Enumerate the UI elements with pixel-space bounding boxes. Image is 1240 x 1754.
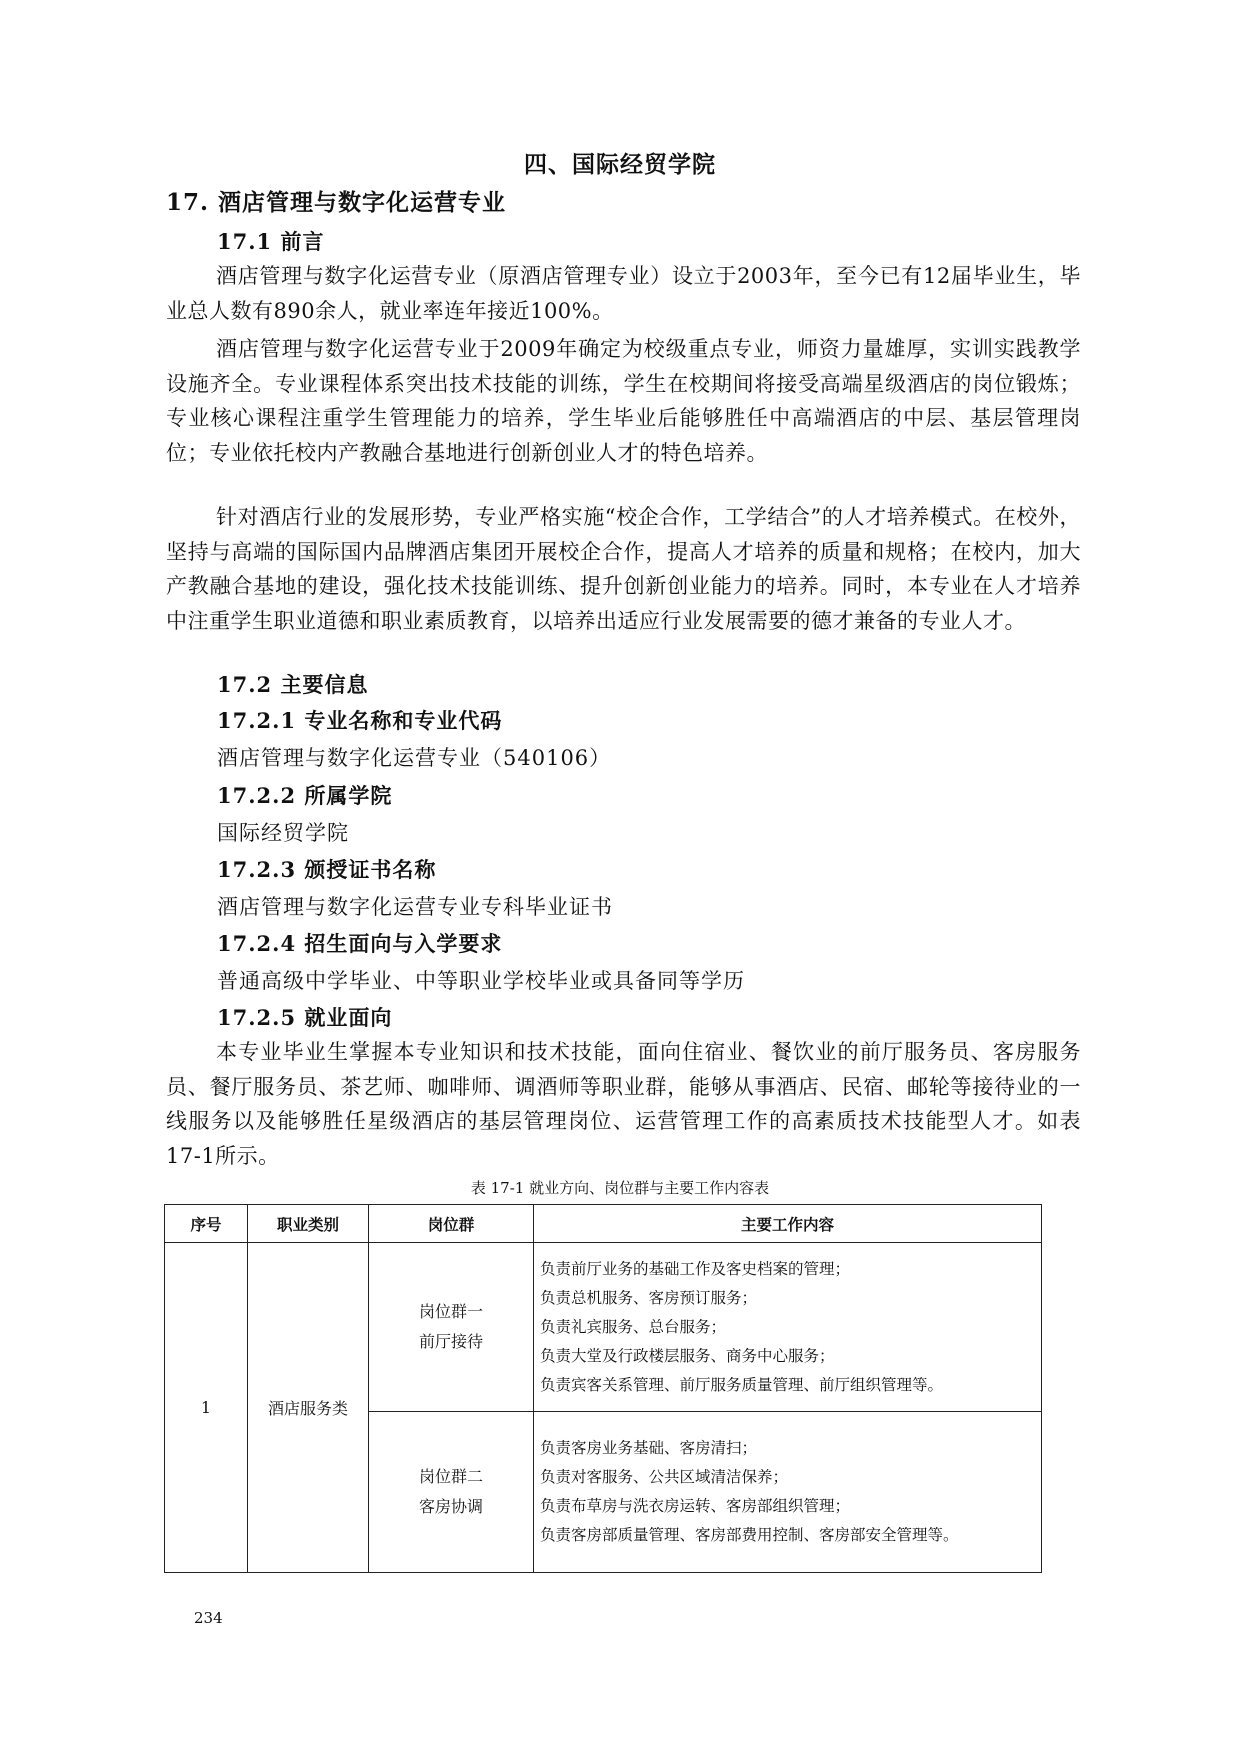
paragraph-intro-1: 酒店管理与数字化运营专业（原酒店管理专业）设立于2003年，至今已有12届毕业生，毕业总人数有890余人，就业率连年接近100%。 bbox=[166, 264, 1081, 323]
cell-duties bbox=[534, 1412, 1042, 1573]
duty-item: 负责总机服务、客房预订服务； bbox=[540, 1288, 758, 1307]
duty-item: 负责布草房与洗衣房运转、客房部组织管理； bbox=[540, 1497, 851, 1515]
duty-item: 负责客房业务基础、客房清扫； bbox=[540, 1439, 758, 1457]
table-row bbox=[165, 1243, 1042, 1412]
duty-item: 负责大堂及行政楼层服务、商务中心服务； bbox=[540, 1346, 835, 1365]
table-caption: 表 17-1 就业方向、岗位群与主要工作内容表 bbox=[470, 1179, 770, 1197]
cell-job-group bbox=[369, 1243, 534, 1412]
header-duties: 主要工作内容 bbox=[534, 1205, 1042, 1243]
section-heading-17-2: 17.2 主要信息 bbox=[217, 672, 369, 697]
job-group-name: 客房协调 bbox=[418, 1497, 483, 1516]
job-group-name: 前厅接待 bbox=[418, 1332, 483, 1351]
duty-item: 负责对客服务、公共区域清洁保养； bbox=[540, 1468, 789, 1486]
employment-table bbox=[164, 1204, 1042, 1573]
paragraph-employment: 本专业毕业生掌握本专业知识和技术技能，面向住宿业、餐饮业的前厅服务员、客房服务员、餐厅服务员、茶艺师、咖啡师、调酒师等职业群，能够从事酒店、民宿、邮轮等接待业的一线服务以及能够胜任星级酒店的基层管理岗位、运营管理工作的高素质技术技能型人才。如表17-1所示。 bbox=[166, 1040, 1081, 1168]
section-heading-17-2-5: 17.2.5 就业面向 bbox=[217, 1005, 393, 1030]
cell-job-group bbox=[369, 1412, 534, 1573]
cell-duties bbox=[534, 1243, 1042, 1412]
major-title: 17. 酒店管理与数字化运营专业 bbox=[166, 189, 507, 216]
certificate-name: 酒店管理与数字化运营专业专科毕业证书 bbox=[217, 895, 613, 919]
admission-requirements: 普通高级中学毕业、中等职业学校毕业或具备同等学历 bbox=[217, 969, 745, 993]
job-group-label: 岗位群一 bbox=[418, 1302, 483, 1321]
duty-item: 负责礼宾服务、总台服务； bbox=[540, 1317, 727, 1336]
table-header-row bbox=[165, 1205, 1042, 1243]
major-name-and-code: 酒店管理与数字化运营专业（540106） bbox=[217, 746, 612, 770]
paragraph-intro-2: 酒店管理与数字化运营专业于2009年确定为校级重点专业，师资力量雄厚，实训实践教学设施齐全。专业课程体系突出技术技能的训练，学生在校期间将接受高端星级酒店的岗位锻炼；专业核心课程注重学生管理能力的培养，学生毕业后能够胜任中高端酒店的中层、基层管理岗位；专业依托校内产教融合基地进行创新创业人才的特色培养。 bbox=[166, 337, 1081, 465]
section-heading-17-2-3: 17.2.3 颁授证书名称 bbox=[217, 857, 437, 882]
college-name: 国际经贸学院 bbox=[217, 821, 349, 845]
section-heading-17-2-1: 17.2.1 专业名称和专业代码 bbox=[217, 708, 503, 733]
section-heading-17-2-2: 17.2.2 所属学院 bbox=[217, 783, 393, 808]
duty-item: 负责宾客关系管理、前厅服务质量管理、前厅组织管理等。 bbox=[540, 1375, 944, 1394]
job-group-label: 岗位群二 bbox=[418, 1467, 483, 1486]
header-category: 职业类别 bbox=[248, 1205, 369, 1243]
college-title: 四、国际经贸学院 bbox=[524, 151, 716, 178]
header-job-group: 岗位群 bbox=[369, 1205, 534, 1243]
duty-item: 负责客房部质量管理、客房部费用控制、客房部安全管理等。 bbox=[540, 1526, 959, 1544]
section-heading-17-1: 17.1 前言 bbox=[217, 229, 325, 254]
section-heading-17-2-4: 17.2.4 招生面向与入学要求 bbox=[217, 931, 503, 956]
cell-category: 酒店服务类 bbox=[248, 1243, 369, 1573]
duty-item: 负责前厅业务的基础工作及客史档案的管理； bbox=[540, 1259, 851, 1278]
cell-seq: 1 bbox=[165, 1243, 248, 1573]
header-seq: 序号 bbox=[165, 1205, 248, 1243]
paragraph-intro-3: 针对酒店行业的发展形势，专业严格实施“校企合作，工学结合”的人才培养模式。在校外，坚持与高端的国际国内品牌酒店集团开展校企合作，提高人才培养的质量和规格；在校内，加大产教融合基地的建设，强化技术技能训练、提升创新创业能力的培养。同时，本专业在人才培养中注重学生职业道德和职业素质教育，以培养出适应行业发展需要的德才兼备的专业人才。 bbox=[166, 505, 1081, 633]
page-number: 234 bbox=[194, 1609, 223, 1627]
